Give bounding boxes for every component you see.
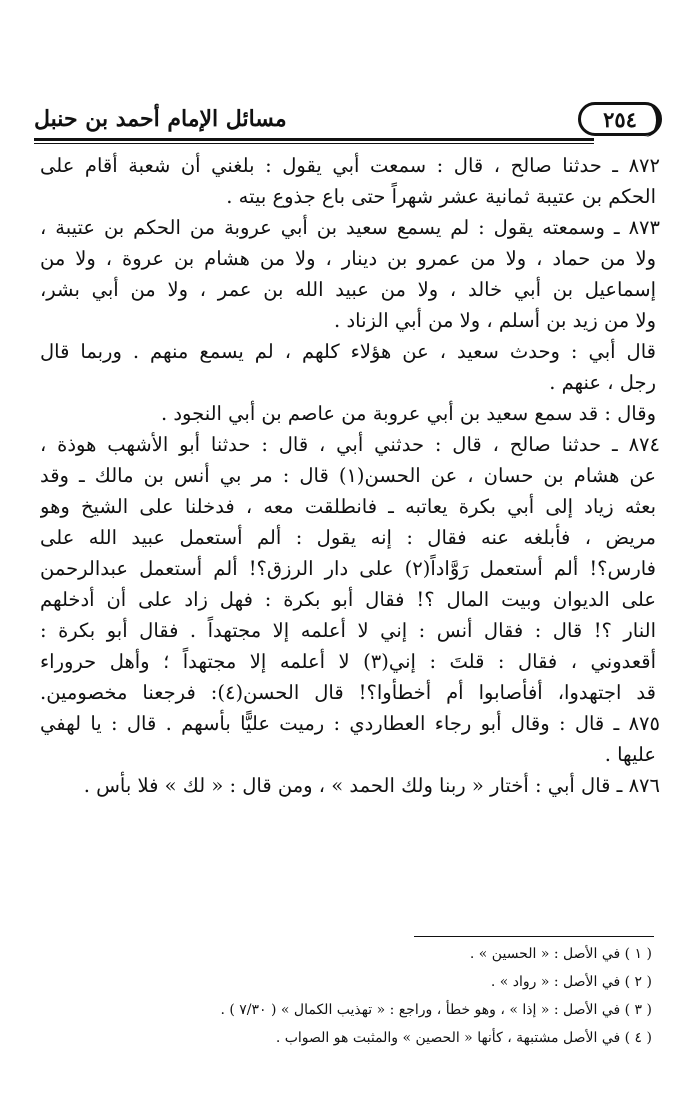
book-title: مسائل الإمام أحمد بن حنبل: [34, 106, 287, 132]
text-line: مريض ، فأبلغه عنه فقال : إنه يقول : ألم أستعمل عبيد الله على: [40, 526, 656, 549]
text-line: فارس؟! ألم أستعمل رَوَّاداً(٢) على دار الرزق؟! ألم أستعمل عبدالرحمن: [40, 557, 656, 580]
text-line: ٨٧٣ ـ وسمعته يقول : لم يسمع سعيد بن أبي عروبة من الحكم بن عتيبة ،: [40, 216, 660, 239]
text-line: عليها .: [604, 743, 656, 766]
text-line: أقعدوني ، فقال : قلتَ : إني(٣) لا أعلمه إلا مجتهداً ؛ وأهل حروراء: [40, 650, 656, 673]
text-line: وقال : قد سمع سعيد بن أبي عروبة من عاصم بن أبي النجود .: [160, 402, 656, 425]
text-line: ٨٧٤ ـ حدثنا صالح ، قال : حدثني أبي ، قال : حدثنا أبو الأشهب هوذة ،: [40, 433, 660, 456]
text-line: على الديوان وبيت المال ؟! فقال أبو بكرة : فهل زاد على أن أدخلهم: [40, 588, 656, 611]
footnote: ( ٤ ) في الأصل مشتبهة ، كأنها « الحصين » والمثبت هو الصواب .: [275, 1030, 652, 1046]
text-line: ٨٧٥ ـ قال : وقال أبو رجاء العطاردي : رميت عليًّا بأسهم . قال : يا لهفي: [40, 712, 660, 735]
footnote: ( ١ ) في الأصل : « الحسين » .: [469, 946, 652, 962]
footnote: ( ٢ ) في الأصل : « رواد » .: [490, 974, 652, 990]
footnote: ( ٣ ) في الأصل : « إذا » ، وهو خطأ ، وراجع : « تهذيب الكمال » ( ٧/٣٠ ) .: [220, 1002, 652, 1018]
text-line: ولا من زيد بن أسلم ، ولا من أبي الزناد .: [334, 309, 656, 332]
text-line: قال أبي : وحدث سعيد ، عن هؤلاء كلهم ، لم يسمع منهم . وربما قال: [40, 340, 656, 363]
header-rule-thin: [34, 143, 594, 144]
page-header: [34, 98, 662, 142]
text-line: النار ؟! قال : فقال أنس : إني لا أعلمه إلا مجتهداً . فقال أبو بكرة :: [40, 619, 656, 642]
footnotes: [40, 940, 652, 1052]
text-line: ولا من حماد ، ولا من عمرو بن دينار ، ولا من هشام بن عروة ، ولا من: [40, 247, 656, 270]
text-line: بعثه زياد إلى أبي بكرة يعاتبه ـ فانطلقت معه ، فدخلنا على الشيخ وهو: [40, 495, 656, 518]
text-line: الحكم بن عتيبة ثمانية عشر شهراً حتى باع جذوع بيته .: [226, 185, 656, 208]
text-line: ٨٧٢ ـ حدثنا صالح ، قال : سمعت أبي يقول : بلغني أن شعبة أقام على: [40, 154, 660, 177]
text-line: قد اجتهدوا، أفأصابوا أم أخطأوا؟! قال الحسن(٤): فرجعنا مخصومين.: [40, 681, 656, 704]
text-line: عن هشام بن حسان ، عن الحسن(١) قال : مر بي أنس بن مالك ـ وقد: [40, 464, 656, 487]
text-line: ٨٧٦ ـ قال أبي : أختار « ربنا ولك الحمد » ، ومن قال : « لك » فلا بأس .: [83, 774, 660, 797]
main-text: [40, 150, 660, 801]
header-rule: [34, 138, 594, 141]
text-line: إسماعيل بن أبي خالد ، ولا من عبيد الله بن عمر ، ولا من أبي بشر،: [40, 278, 656, 301]
page-number: ٢٥٤: [578, 102, 662, 136]
text-line: رجل ، عنهم .: [549, 371, 656, 394]
footnote-rule: [414, 936, 654, 937]
